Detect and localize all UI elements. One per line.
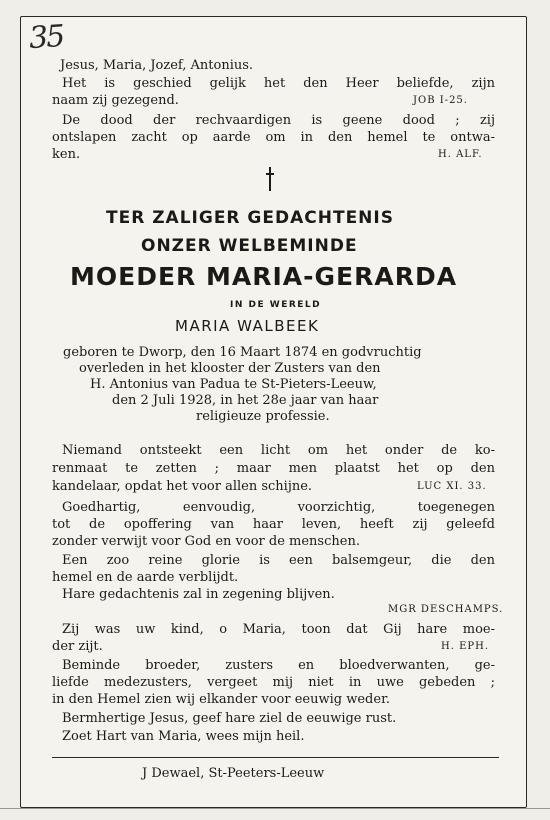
p5-reference: H. EPH.	[441, 641, 490, 652]
verse1-line1: Het is geschied gelijk het den Heer beliefde, zijn	[62, 76, 495, 91]
heading-line2: ONZER WELBEMINDE	[141, 236, 358, 256]
bio-line5: religieuze professie.	[196, 409, 330, 424]
verse2-line1: De dood der rechvaardigen is geene dood ; zij	[62, 113, 495, 128]
heading-line1: TER ZALIGER GEDACHTENIS	[106, 208, 394, 228]
bio-line3: H. Antonius van Padua te St-Pieters-Leeuw,	[90, 377, 377, 392]
scan-edge-line	[0, 808, 550, 809]
deceased-name: MOEDER MARIA-GERARDA	[70, 262, 458, 291]
p3-line1: Een zoo reine glorie is een balsemgeur, die den	[62, 553, 495, 568]
p6-line3: in den Hemel zien wij elkander voor eeuwig weder.	[52, 692, 390, 707]
p1-line1: Niemand ontsteekt een licht om het onder de ko-	[62, 443, 495, 458]
invocation: Jesus, Maria, Jozef, Antonius.	[60, 58, 254, 73]
p1-line2: renmaat te zetten ; maar men plaatst het op den	[52, 461, 495, 476]
handwritten-number: 35	[27, 18, 65, 57]
footer-divider	[52, 757, 499, 758]
verse2-line2: ontslapen zacht op aarde om in den hemel te ontwa-	[52, 130, 495, 145]
p5-line1: Zij was uw kind, o Maria, toon dat Gij hare moe-	[62, 622, 495, 637]
p2-line3: zonder verwijt voor God en voor de menschen.	[52, 534, 360, 549]
bio-line1: geboren te Dworp, den 16 Maart 1874 en godvruchtig	[63, 345, 422, 360]
verse2-reference: H. ALF.	[438, 149, 483, 160]
verse2-line3: ken.	[52, 147, 81, 162]
bio-line2: overleden in het klooster der Zusters van den	[79, 361, 381, 376]
p1-reference: LUC XI. 33.	[417, 481, 487, 492]
birth-name: MARIA WALBEEK	[175, 317, 320, 335]
cross-icon	[266, 167, 274, 191]
prayer-line2: Zoet Hart van Maria, wees mijn heil.	[62, 729, 305, 744]
p6-line1: Beminde broeder, zusters en bloedverwanten, ge-	[62, 658, 495, 673]
printer-imprint: J Dewael, St-Peeters-Leeuw	[142, 766, 325, 781]
verse1-line2: naam zij gezegend.	[52, 93, 179, 108]
prayer-line1: Bermhertige Jesus, geef hare ziel de eeuwige rust.	[62, 711, 397, 726]
p1-line3: kandelaar, opdat het voor allen schijne.	[52, 479, 313, 494]
p5-line2: der zijt.	[52, 639, 103, 654]
p2-line2: tot de opoffering van haar leven, heeft zij geleefd	[52, 517, 495, 532]
verse1-reference: JOB I-25.	[413, 95, 468, 106]
p3-line2: hemel en de aarde verblijdt.	[52, 570, 239, 585]
in-the-world-label: IN DE WERELD	[230, 300, 322, 310]
p4-reference: MGR DESCHAMPS.	[388, 604, 504, 615]
p4-line1: Hare gedachtenis zal in zegening blijven.	[62, 587, 335, 602]
bio-line4: den 2 Juli 1928, in het 28e jaar van haar	[112, 393, 379, 408]
p2-line1: Goedhartig, eenvoudig, voorzichtig, toegenegen	[62, 500, 495, 515]
p6-line2: liefde medezusters, vergeet mij niet in uwe gebeden ;	[52, 675, 495, 690]
